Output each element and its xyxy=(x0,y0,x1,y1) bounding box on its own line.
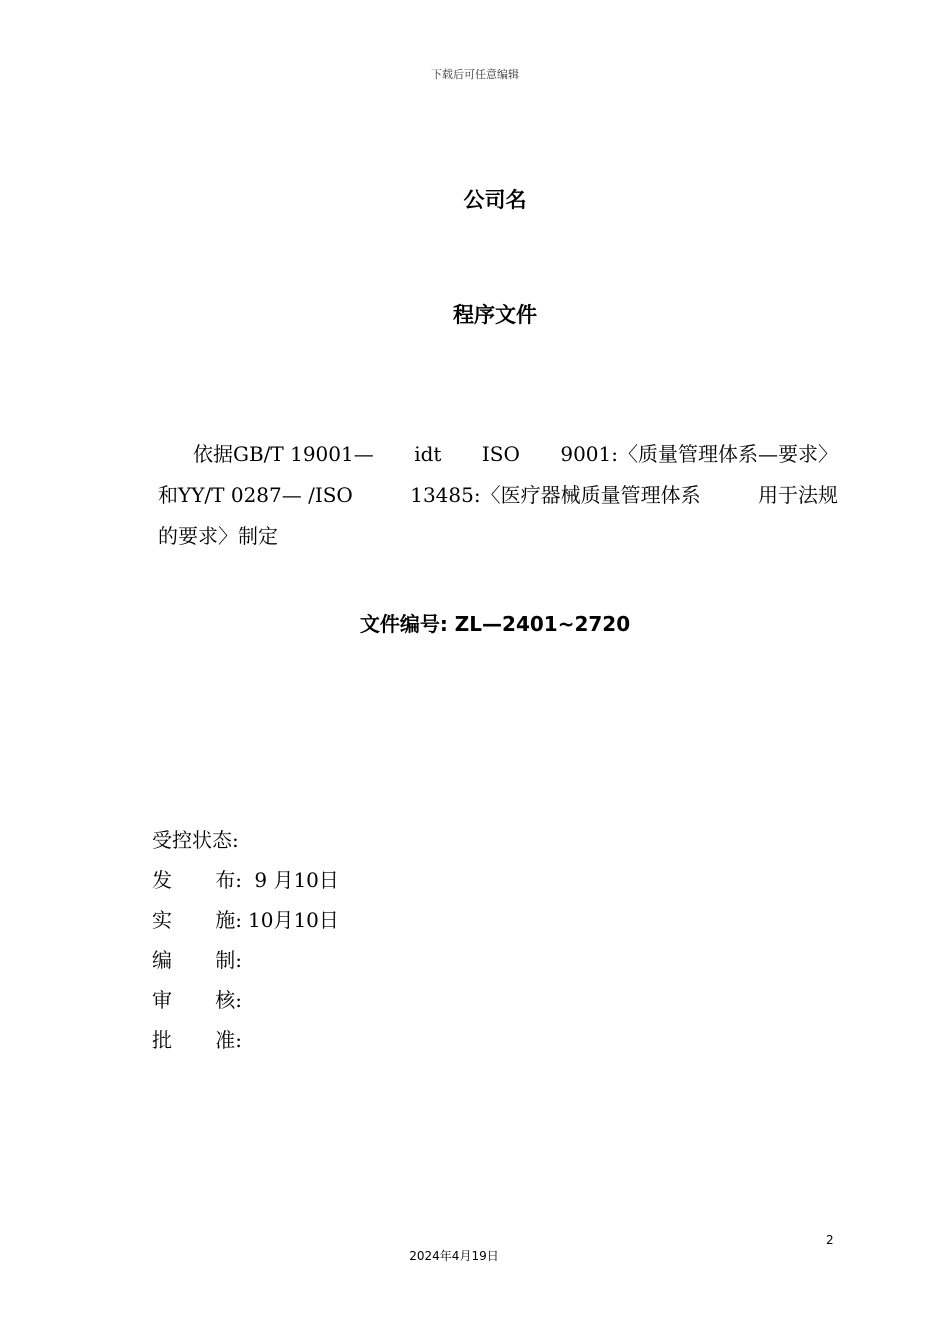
basis-segment: 用于法规 xyxy=(758,483,838,507)
header-note: 下载后可任意编辑 xyxy=(431,68,519,81)
approved-by-label xyxy=(152,1020,242,1060)
basis-segment: 依据GB/T 19001— xyxy=(193,442,374,466)
basis-segment: idt xyxy=(414,442,442,466)
label-char: 批 xyxy=(152,1028,172,1052)
basis-line xyxy=(158,434,838,475)
basis-line xyxy=(158,516,838,557)
reviewed-by-label xyxy=(152,980,242,1020)
basis-line xyxy=(158,475,838,516)
label-char: 准: xyxy=(215,1028,242,1052)
label-char: 审 xyxy=(152,988,172,1012)
issue-date-label xyxy=(152,860,242,900)
document-number: 文件编号: ZL—2401~2720 xyxy=(359,612,631,636)
page-number: 2 xyxy=(826,1233,834,1247)
control-status-label: 受控状态: xyxy=(152,828,239,852)
label-char: 发 xyxy=(152,868,172,892)
effective-date-value: 10月10日 xyxy=(248,908,339,932)
label-char: 实 xyxy=(152,908,172,932)
basis-segment: 和YY/T 0287— /ISO xyxy=(158,483,353,507)
issue-date-value: 9 月10日 xyxy=(248,868,339,892)
footer-date: 2024年4月19日 xyxy=(409,1249,499,1263)
compiled-by-label xyxy=(152,940,242,980)
basis-segment: ISO xyxy=(481,442,520,466)
label-char: 布: xyxy=(215,868,242,892)
label-char: 核: xyxy=(215,988,242,1012)
effective-date-row xyxy=(152,900,339,940)
label-char: 施: xyxy=(215,908,242,932)
effective-date-label xyxy=(152,900,242,940)
basis-segment: 的要求〉制定 xyxy=(158,524,278,548)
reviewed-by-row xyxy=(152,980,339,1020)
basis-segment: 9001:〈质量管理体系—要求〉 xyxy=(560,442,838,466)
issue-date-row xyxy=(152,860,339,900)
document-type-title: 程序文件 xyxy=(453,303,537,327)
company-name: 公司名 xyxy=(463,188,527,212)
label-char: 制: xyxy=(215,948,242,972)
label-char: 编 xyxy=(152,948,172,972)
compiled-by-row xyxy=(152,940,339,980)
basis-segment: 13485:〈医疗器械质量管理体系 xyxy=(410,483,701,507)
approved-by-row xyxy=(152,1020,339,1060)
control-status-block xyxy=(152,820,339,1060)
control-status-row xyxy=(152,820,339,860)
standards-basis-paragraph xyxy=(158,434,838,557)
